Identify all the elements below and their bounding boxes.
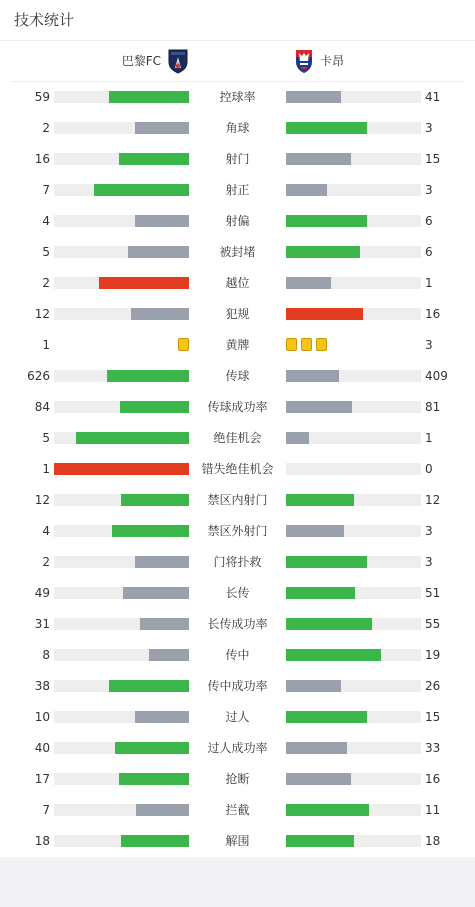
away-bar-track	[286, 463, 421, 475]
away-bar-fill	[286, 401, 352, 413]
away-stat-value: 1	[425, 431, 433, 445]
teams-row	[10, 41, 465, 82]
stat-label: 黄牌	[225, 338, 250, 352]
away-stat-value: 12	[425, 493, 441, 507]
away-bar-fill	[286, 804, 369, 816]
away-stat-value: 15	[425, 152, 441, 166]
away-bar-track	[286, 432, 421, 444]
yellow-card-icon	[286, 338, 297, 351]
away-bar-track	[286, 308, 421, 320]
away-bar-track	[286, 618, 421, 630]
away-stat-value: 41	[425, 90, 441, 104]
home-stat-value: 18	[34, 834, 50, 848]
home-bar-fill	[135, 556, 189, 568]
home-stat-value: 4	[42, 524, 50, 538]
stat-row	[0, 515, 475, 546]
home-bar-fill	[99, 277, 189, 289]
away-bar-fill	[286, 494, 354, 506]
stats-header	[0, 0, 475, 41]
stat-label: 长传成功率	[207, 617, 268, 631]
away-bar-track	[286, 556, 421, 568]
stat-row	[0, 763, 475, 794]
home-stat-value: 7	[42, 803, 50, 817]
home-bar-fill	[135, 711, 189, 723]
stat-row	[0, 670, 475, 701]
away-stat-value: 26	[425, 679, 441, 693]
home-stat-value: 12	[34, 493, 50, 507]
away-team-name: 卡昂	[320, 54, 345, 68]
away-stat-value: 3	[425, 524, 433, 538]
away-bar-fill	[286, 587, 355, 599]
home-bar-fill	[94, 184, 189, 196]
away-stat-value: 409	[425, 369, 448, 383]
home-bar-track	[54, 711, 189, 723]
home-bar-track	[54, 649, 189, 661]
stat-row	[0, 577, 475, 608]
home-bar-fill	[136, 804, 189, 816]
stat-label: 长传	[225, 586, 250, 600]
away-bar-fill	[286, 556, 367, 568]
away-bar-track	[286, 215, 421, 227]
away-bar-track	[286, 153, 421, 165]
away-bar-fill	[286, 308, 363, 320]
stat-row	[0, 267, 475, 298]
stat-row	[0, 112, 475, 143]
away-bar-fill	[286, 122, 367, 134]
stat-row	[0, 329, 475, 360]
home-bar-fill	[119, 773, 189, 785]
home-stat-value: 5	[42, 431, 50, 445]
home-bar-track	[54, 184, 189, 196]
away-bar-track	[286, 649, 421, 661]
home-stat-value: 49	[34, 586, 50, 600]
stat-label: 传中	[225, 648, 250, 662]
away-bar-track	[286, 680, 421, 692]
stat-row	[0, 546, 475, 577]
home-yellow-cards	[174, 338, 189, 351]
stat-label: 被封堵	[219, 245, 256, 259]
home-bar-track	[54, 246, 189, 258]
home-stat-value: 7	[42, 183, 50, 197]
caen-crest-icon	[292, 48, 316, 74]
yellow-card-icon	[316, 338, 327, 351]
stat-label: 越位	[225, 276, 250, 290]
home-bar-track	[54, 773, 189, 785]
away-bar-fill	[286, 246, 360, 258]
away-stat-value: 18	[425, 834, 441, 848]
home-stat-value: 12	[34, 307, 50, 321]
stat-label: 射正	[225, 183, 250, 197]
stat-label: 控球率	[219, 90, 256, 104]
home-bar-track	[54, 618, 189, 630]
stat-row	[0, 608, 475, 639]
home-bar-fill	[140, 618, 189, 630]
stat-label: 犯规	[225, 307, 250, 321]
home-bar-track	[54, 277, 189, 289]
away-bar-track	[286, 711, 421, 723]
away-bar-fill	[286, 184, 327, 196]
stat-row	[0, 81, 475, 112]
away-bar-track	[286, 835, 421, 847]
stats-list	[0, 81, 475, 856]
home-bar-track	[54, 122, 189, 134]
home-bar-track	[54, 587, 189, 599]
away-stat-value: 3	[425, 121, 433, 135]
stat-label: 射门	[225, 152, 250, 166]
stat-row	[0, 143, 475, 174]
away-bar-track	[286, 401, 421, 413]
home-bar-track	[54, 91, 189, 103]
home-stat-value: 626	[27, 369, 50, 383]
home-bar-track	[54, 804, 189, 816]
home-bar-fill	[115, 742, 189, 754]
away-stat-value: 19	[425, 648, 441, 662]
stat-label: 解围	[225, 834, 250, 848]
home-bar-track	[54, 432, 189, 444]
home-bar-fill	[120, 401, 189, 413]
away-bar-track	[286, 277, 421, 289]
yellow-card-icon	[178, 338, 189, 351]
stat-label: 禁区内射门	[207, 493, 268, 507]
home-stat-value: 1	[42, 338, 50, 352]
home-bar-fill	[135, 215, 189, 227]
away-stat-value: 33	[425, 741, 441, 755]
stat-label: 传中成功率	[207, 679, 268, 693]
home-bar-fill	[109, 680, 189, 692]
away-bar-fill	[286, 91, 341, 103]
stat-label: 过人成功率	[207, 741, 268, 755]
home-bar-track	[54, 401, 189, 413]
stat-label: 射偏	[225, 214, 250, 228]
home-bar-fill	[119, 153, 189, 165]
home-bar-fill	[109, 91, 189, 103]
away-bar-track	[286, 184, 421, 196]
yellow-card-icon	[301, 338, 312, 351]
away-bar-fill	[286, 370, 339, 382]
home-bar-fill	[121, 835, 189, 847]
away-bar-track	[286, 122, 421, 134]
away-stat-value: 81	[425, 400, 441, 414]
home-stat-value: 59	[34, 90, 50, 104]
away-stat-value: 16	[425, 772, 441, 786]
away-stat-value: 3	[425, 183, 433, 197]
away-stat-value: 0	[425, 462, 433, 476]
home-bar-track	[54, 680, 189, 692]
stat-row	[0, 236, 475, 267]
home-stat-value: 2	[42, 555, 50, 569]
home-team-name: 巴黎FC	[121, 54, 161, 68]
stat-row	[0, 298, 475, 329]
home-bar-fill	[131, 308, 189, 320]
stat-row	[0, 422, 475, 453]
home-stat-value: 17	[34, 772, 50, 786]
home-stat-value: 84	[34, 400, 50, 414]
stat-label: 过人	[225, 710, 250, 724]
home-stat-value: 2	[42, 276, 50, 290]
away-bar-fill	[286, 277, 331, 289]
away-stat-value: 1	[425, 276, 433, 290]
away-stat-value: 16	[425, 307, 441, 321]
stat-label: 门将扑救	[213, 555, 262, 569]
away-stat-value: 11	[425, 803, 441, 817]
stat-label: 拦截	[225, 803, 250, 817]
stat-label: 错失绝佳机会	[201, 462, 274, 476]
home-stat-value: 5	[42, 245, 50, 259]
away-bar-fill	[286, 742, 347, 754]
away-stat-value: 3	[425, 338, 433, 352]
home-stat-value: 1	[42, 462, 50, 476]
home-bar-track	[54, 153, 189, 165]
stat-row	[0, 484, 475, 515]
away-bar-track	[286, 91, 421, 103]
stat-row	[0, 732, 475, 763]
away-bar-track	[286, 804, 421, 816]
stat-row	[0, 825, 475, 856]
away-bar-fill	[286, 711, 367, 723]
home-bar-fill	[149, 649, 189, 661]
stat-row	[0, 174, 475, 205]
home-bar-fill	[123, 587, 189, 599]
stat-row	[0, 639, 475, 670]
home-stat-value: 38	[34, 679, 50, 693]
home-bar-track	[54, 463, 189, 475]
home-bar-track	[54, 835, 189, 847]
stat-label: 角球	[225, 121, 250, 135]
stat-row	[0, 701, 475, 732]
home-bar-fill	[121, 494, 189, 506]
home-stat-value: 16	[34, 152, 50, 166]
home-bar-fill	[112, 525, 189, 537]
home-bar-track	[54, 308, 189, 320]
home-bar-fill	[76, 432, 189, 444]
away-stat-value: 55	[425, 617, 441, 631]
home-bar-track	[54, 370, 189, 382]
away-bar-fill	[286, 835, 354, 847]
away-stat-value: 51	[425, 586, 441, 600]
away-bar-fill	[286, 432, 309, 444]
away-bar-fill	[286, 618, 372, 630]
away-bar-fill	[286, 525, 344, 537]
away-stat-value: 6	[425, 214, 433, 228]
away-bar-track	[286, 246, 421, 258]
home-stat-value: 31	[34, 617, 50, 631]
home-stat-value: 10	[34, 710, 50, 724]
away-bar-track	[286, 370, 421, 382]
away-stat-value: 15	[425, 710, 441, 724]
away-bar-fill	[286, 215, 367, 227]
away-bar-fill	[286, 649, 381, 661]
stat-row	[0, 794, 475, 825]
home-stat-value: 8	[42, 648, 50, 662]
away-bar-track	[286, 742, 421, 754]
away-bar-fill	[286, 680, 341, 692]
stat-row	[0, 205, 475, 236]
home-bar-fill	[54, 463, 189, 475]
stat-row	[0, 453, 475, 484]
page-title: 技术统计	[14, 11, 75, 29]
away-bar-track	[286, 773, 421, 785]
stat-label: 传球成功率	[207, 400, 268, 414]
stat-row	[0, 391, 475, 422]
away-bar-track	[286, 525, 421, 537]
away-bar-fill	[286, 773, 351, 785]
home-bar-fill	[135, 122, 189, 134]
home-bar-track	[54, 556, 189, 568]
away-stat-value: 3	[425, 555, 433, 569]
home-bar-fill	[128, 246, 189, 258]
stat-label: 禁区外射门	[207, 524, 268, 538]
away-bar-track	[286, 587, 421, 599]
home-stat-value: 40	[34, 741, 50, 755]
stat-label: 抢断	[225, 772, 250, 786]
stat-row	[0, 360, 475, 391]
away-yellow-cards	[286, 338, 331, 351]
away-bar-track	[286, 494, 421, 506]
home-bar-fill	[107, 370, 189, 382]
stat-label: 绝佳机会	[213, 431, 262, 445]
home-stat-value: 4	[42, 214, 50, 228]
home-stat-value: 2	[42, 121, 50, 135]
paris-fc-crest-icon	[166, 48, 190, 74]
home-bar-track	[54, 494, 189, 506]
stat-label: 传球	[225, 369, 250, 383]
away-stat-value: 6	[425, 245, 433, 259]
away-bar-fill	[286, 153, 351, 165]
home-bar-track	[54, 742, 189, 754]
home-bar-track	[54, 215, 189, 227]
home-bar-track	[54, 525, 189, 537]
